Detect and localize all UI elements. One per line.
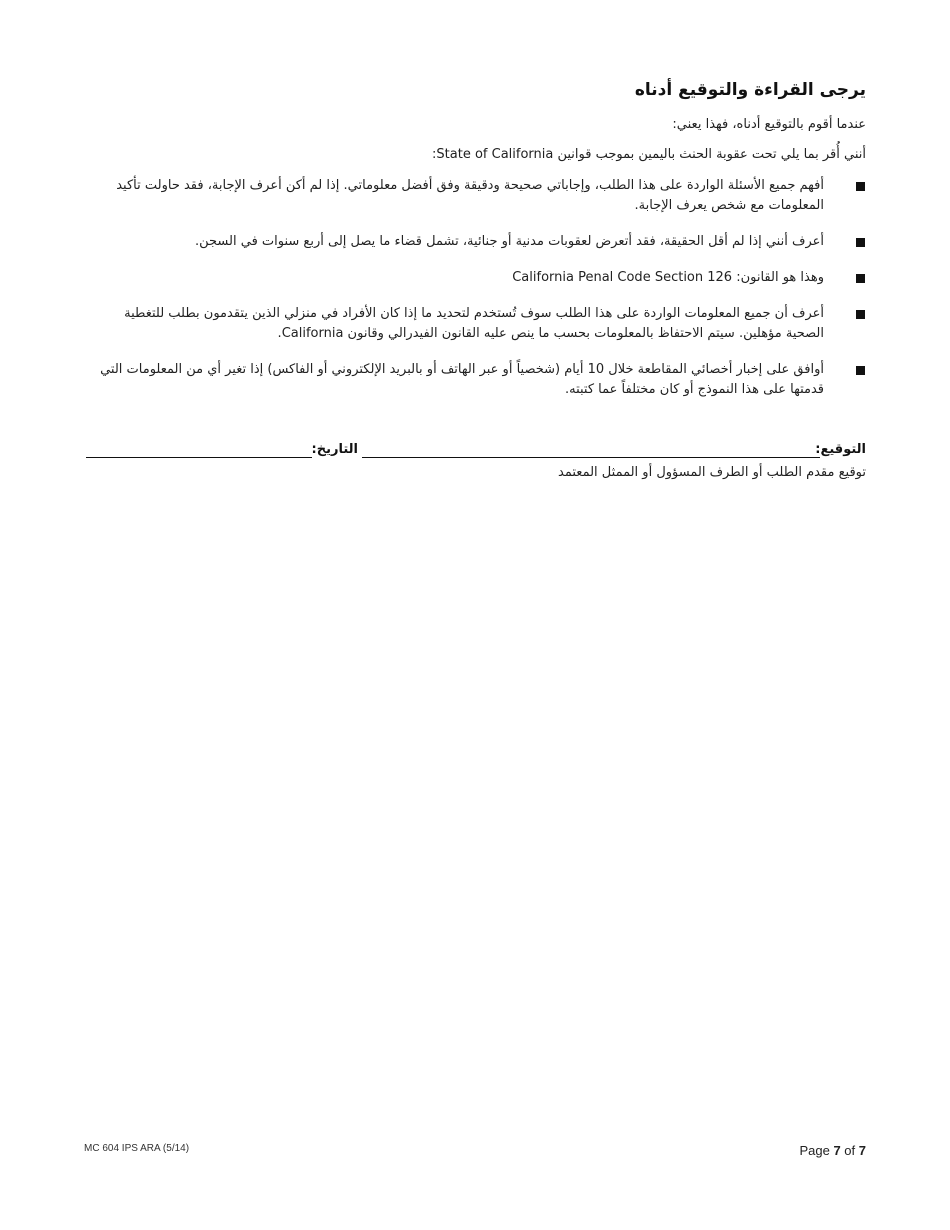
declaration-text: أوافق على إخبار أخصائي المقاطعة خلال 10 أيام (شخصياً أو عبر الهاتف أو بالبريد الإلكتروني أو الفاكس) إذا تغير أي من المعلومات التي قدمتها على هذا النموذج أو كان مختلفاً عما كتبته. xyxy=(100,362,824,397)
declaration-item-5 xyxy=(83,360,866,400)
page-of: of xyxy=(844,1143,856,1158)
declaration-item-3 xyxy=(83,268,866,288)
form-code: MC 604 IPS ARA (5/14) xyxy=(84,1143,190,1154)
page-current: 7 xyxy=(833,1143,841,1158)
intro-line-1: عندما أقوم بالتوقيع أدناه، فهذا يعني: xyxy=(672,117,866,132)
declaration-text: وهذا هو القانون: California Penal Code Section 126 xyxy=(512,270,824,285)
square-bullet-icon xyxy=(856,366,865,375)
declaration-text: أفهم جميع الأسئلة الواردة على هذا الطلب، وإجاباتي صحيحة ودقيقة وفق أفضل معلوماتي. إذا لم أكن أعرف الإجابة، فقد حاولت تأكيد المعلومات مع شخص يعرف الإجابة. xyxy=(116,178,824,213)
square-bullet-icon xyxy=(856,310,865,319)
page-total: 7 xyxy=(858,1143,866,1158)
declaration-list xyxy=(83,176,866,416)
page-word: Page xyxy=(799,1143,830,1158)
signature-line[interactable] xyxy=(362,457,820,458)
date-label: التاريخ: xyxy=(311,442,358,457)
signature-caption: توقيع مقدم الطلب أو الطرف المسؤول أو الممثل المعتمد xyxy=(558,465,866,480)
date-line[interactable] xyxy=(86,457,312,458)
declaration-item-4 xyxy=(83,304,866,344)
signature-row xyxy=(86,442,866,462)
square-bullet-icon xyxy=(856,238,865,247)
square-bullet-icon xyxy=(856,274,865,283)
declaration-item-2 xyxy=(83,232,866,252)
page-number xyxy=(799,1143,866,1158)
declaration-text: أعرف أن جميع المعلومات الواردة على هذا الطلب سوف تُستخدم لتحديد ما إذا كان الأفراد في منزلي الذين يتقدمون بطلب للتغطية الصحية مؤهلين. سيتم الاحتفاظ بالمعلومات بحسب ما ينص عليه القانون الفيدرالي وقانون California. xyxy=(124,306,824,341)
page-heading: يرجى القراءة والتوقيع أدناه xyxy=(634,80,866,100)
declaration-item-1 xyxy=(83,176,866,216)
square-bullet-icon xyxy=(856,182,865,191)
intro-line-2: أنني أُقر بما يلي تحت عقوبة الحنث باليمين بموجب قوانين State of California: xyxy=(432,147,866,162)
declaration-text: أعرف أنني إذا لم أقل الحقيقة، فقد أتعرض لعقوبات مدنية أو جنائية، تشمل قضاء ما يصل إلى أربع سنوات في السجن. xyxy=(195,234,824,249)
signature-label: التوقيع: xyxy=(815,442,866,457)
